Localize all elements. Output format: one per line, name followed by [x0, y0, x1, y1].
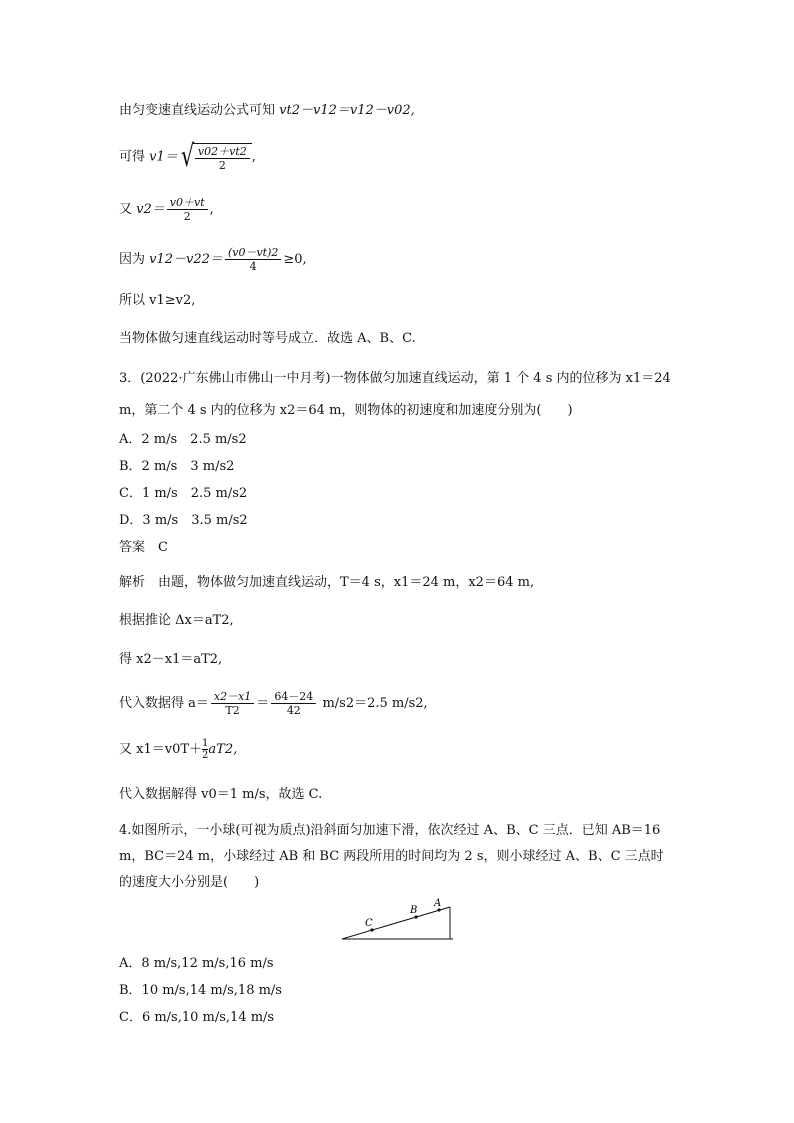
q3-analysis-5 — [119, 738, 237, 761]
q3-option-d: D．3 m/s 3.5 m/s2 — [119, 513, 248, 528]
fraction-numerator: 1 — [202, 738, 209, 749]
formula-lhs: v12－v22＝ — [149, 252, 223, 267]
q3-stem-2: m，第二个 4 s 内的位移为 x2＝64 m，则物体的初速度和加速度分别为( ) — [119, 403, 573, 418]
fraction — [211, 690, 254, 717]
fraction-numerator: 64－24 — [271, 690, 316, 704]
formula-rhs: ≥0, — [283, 252, 307, 267]
q3-option-a: A．2 m/s 2.5 m/s2 — [119, 432, 247, 447]
solution-line-2: 可得 v1＝√ $\frac{v02+vt2}{2}$ , — [119, 139, 256, 174]
fraction-numerator: x2－x1 — [211, 690, 254, 704]
formula-lhs: v2＝ — [136, 202, 165, 217]
solution-text: 由匀变速直线运动公式可知 — [119, 103, 276, 118]
analysis-lhs: 又 x1＝v0T＋ — [119, 742, 203, 757]
fraction-denominator: 2 — [218, 158, 226, 172]
q3-analysis-3: 得 x2－x1＝aT2, — [119, 652, 223, 667]
solution-text: 可得 — [119, 149, 146, 165]
q3-option-c: C．1 m/s 2.5 m/s2 — [119, 486, 248, 501]
q4-stem-2: m，BC＝24 m，小球经过 AB 和 BC 两段所用的时间均为 2 s，则小球经过 A、B、C 三点时 — [119, 849, 664, 864]
square-root: √ $\frac{v02+vt2}{2}$ — [178, 142, 252, 172]
fraction-numerator: v02＋vt2 — [195, 145, 250, 159]
q4-stem-1: 4.如图所示，一小球(可视为质点)沿斜面匀加速下滑，依次经过 A、B、C 三点．已知 AB＝16 — [119, 823, 661, 838]
fraction — [225, 246, 281, 273]
q3-option-b: B．2 m/s 3 m/s2 — [119, 459, 235, 474]
q4-option-b: B．10 m/s,14 m/s,18 m/s — [119, 983, 282, 998]
label-c: C — [365, 918, 373, 929]
solution-line-6: 当物体做匀速直线运动时等号成立．故选 A、B、C. — [119, 331, 416, 346]
fraction-denominator: T2 — [225, 704, 240, 717]
label-a: A — [434, 898, 442, 909]
solution-line-3: 又 v2＝ $\frac{v0+vt}{2}$ , — [119, 196, 214, 223]
fraction-numerator: v0＋vt — [167, 196, 208, 210]
q3-answer: 答案 C — [119, 540, 168, 555]
incline-slope — [342, 907, 450, 939]
q3-analysis-1: 解析 由题，物体做匀加速直线运动，T＝4 s，x1＝24 m，x2＝64 m, — [119, 575, 535, 590]
fraction-numerator: (v0－vt)2 — [225, 246, 281, 260]
solution-line-5: 所以 v1≥v2, — [119, 293, 196, 308]
fraction — [167, 196, 208, 223]
q4-option-c: C．6 m/s,10 m/s,14 m/s — [119, 1010, 275, 1025]
fraction — [271, 690, 316, 717]
formula-lhs: v1＝ — [149, 149, 178, 165]
incline-figure — [338, 893, 458, 943]
q3-analysis-2: 根据推论 Δx＝aT2, — [119, 613, 234, 628]
solution-line-4 — [119, 246, 307, 273]
q4-option-a: A．8 m/s,12 m/s,16 m/s — [119, 956, 274, 971]
fraction-denominator: 4 — [249, 260, 257, 273]
q3-analysis-6: 代入数据解得 v0＝1 m/s，故选 C. — [119, 787, 323, 802]
solution-line-1 — [119, 102, 415, 120]
solution-text: 因为 — [119, 252, 146, 267]
analysis-text: 代入数据得 a＝ — [119, 696, 209, 711]
formula: vt2－v12＝v12－v02, — [279, 103, 415, 118]
analysis-rhs: m/s2＝2.5 m/s2, — [318, 696, 428, 711]
label-b: B — [410, 905, 418, 916]
analysis-rhs: aT2, — [208, 742, 238, 757]
fraction-denominator: 42 — [286, 704, 301, 717]
fraction-denominator: 2 — [202, 750, 209, 761]
q3-stem-1: 3．(2022·广东佛山市佛山一中月考)一物体做匀加速直线运动，第 1 个 4 s 内的位移为 x1＝24 — [119, 371, 671, 386]
q3-analysis-4: 代入数据得 a＝ $\frac{x2-x1}{T2}$ ＝ $\frac{64-24}{42}$ m/s2＝2.5 m/s2, — [119, 690, 428, 717]
q4-stem-3: 的速度大小分别是( ) — [119, 875, 260, 890]
solution-text: 又 — [119, 202, 133, 217]
fraction-denominator: 2 — [183, 210, 191, 223]
